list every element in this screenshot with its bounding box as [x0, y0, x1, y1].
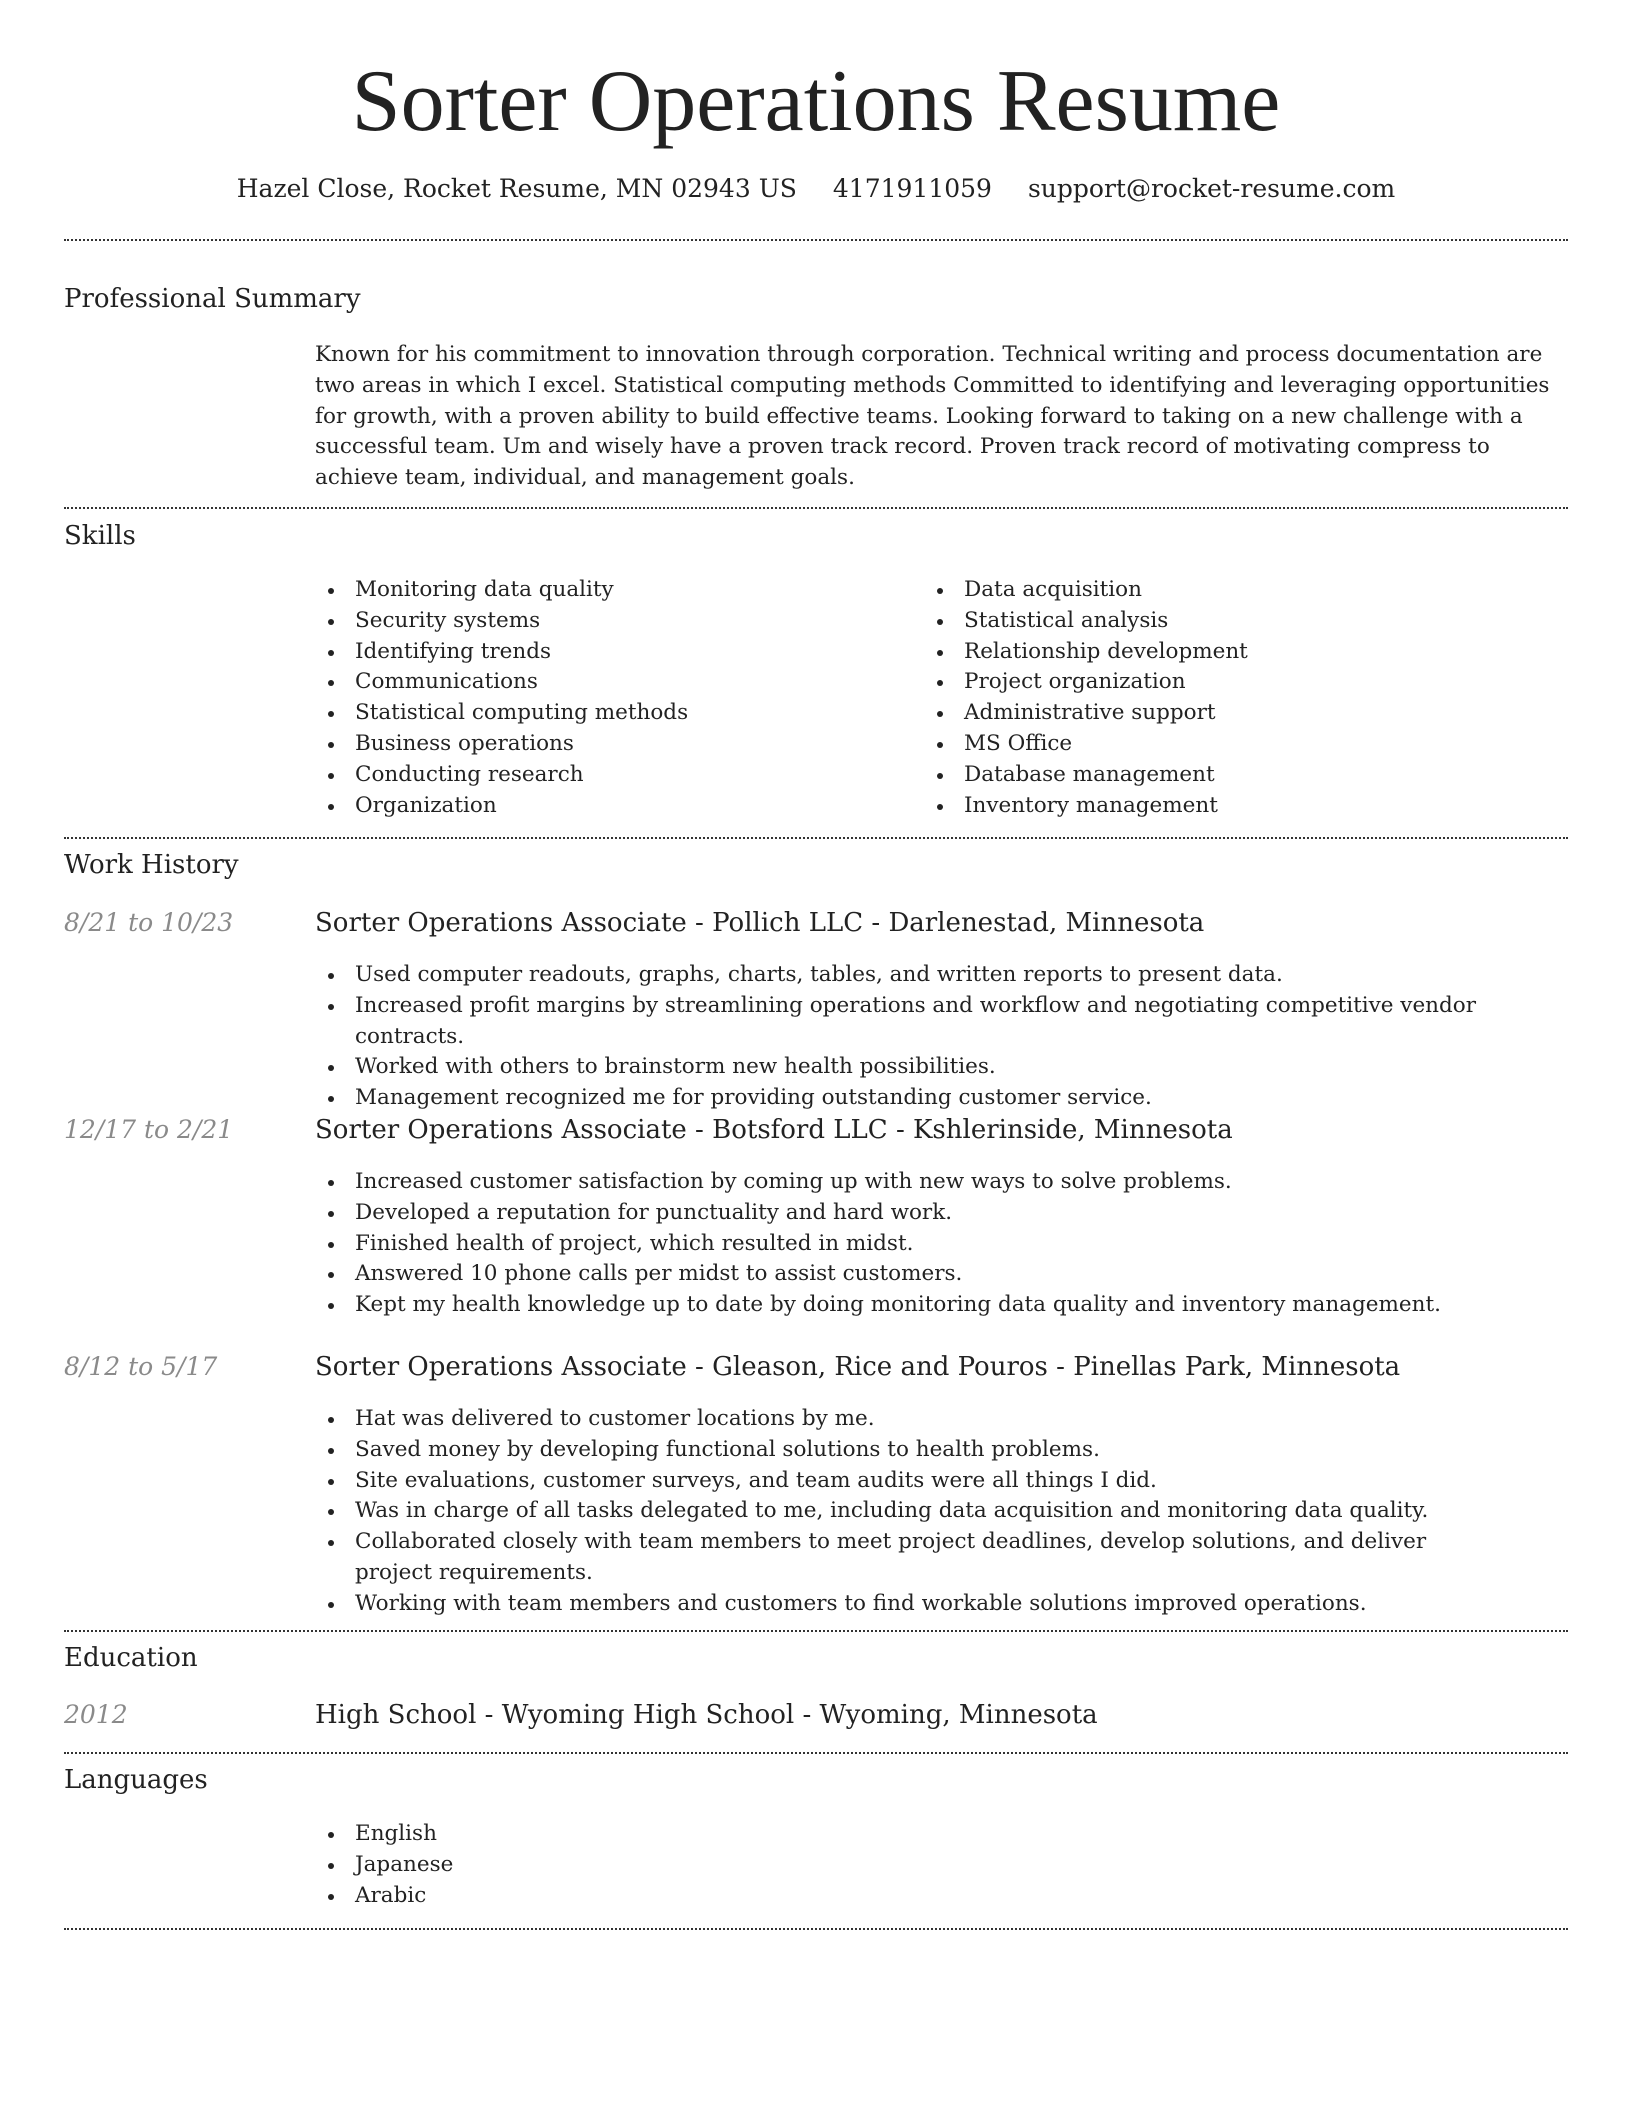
list-item: Identifying trends [311, 637, 911, 668]
contact-address: Hazel Close, Rocket Resume, MN 02943 US [236, 174, 797, 203]
job-heading: Sorter Operations Associate - Pollich LLC - Darlenestad, Minnesota [315, 908, 1205, 938]
education-heading: High School - Wyoming High School - Wyoming, Minnesota [315, 1700, 1098, 1730]
job-dates: 8/21 to 10/23 [64, 908, 234, 937]
divider [64, 1928, 1568, 1930]
list-item: Statistical analysis [920, 606, 1560, 637]
job-dates: 8/12 to 5/17 [64, 1352, 218, 1381]
list-item: Increased customer satisfaction by coming up with new ways to solve problems. [311, 1167, 1561, 1198]
list-item: Project organization [920, 667, 1560, 698]
education-year: 2012 [64, 1700, 128, 1729]
list-item: Developed a reputation for punctuality and hard work. [311, 1198, 1561, 1229]
job-dates: 12/17 to 2/21 [64, 1115, 234, 1144]
list-item: Hat was delivered to customer locations by me. [311, 1404, 1431, 1435]
divider [64, 1630, 1568, 1632]
section-title-work: Work History [64, 850, 239, 880]
list-item: MS Office [920, 729, 1560, 760]
list-item: Used computer readouts, graphs, charts, tables, and written reports to present data. [311, 960, 1561, 991]
skills-list-right [920, 575, 1560, 821]
list-item: Conducting research [311, 760, 911, 791]
job-bullets [311, 1167, 1561, 1321]
list-item: Finished health of project, which resulted in midst. [311, 1229, 1561, 1260]
section-title-education: Education [64, 1643, 198, 1673]
list-item: Business operations [311, 729, 911, 760]
list-item: Organization [311, 791, 911, 822]
list-item: Collaborated closely with team members to meet project deadlines, develop solutions, and deliver project requirements. [311, 1527, 1431, 1589]
contact-line [0, 172, 1632, 206]
list-item: Japanese [311, 1850, 911, 1881]
job-heading: Sorter Operations Associate - Botsford LLC - Kshlerinside, Minnesota [315, 1115, 1233, 1145]
list-item: Data acquisition [920, 575, 1560, 606]
list-item: Worked with others to brainstorm new health possibilities. [311, 1052, 1561, 1083]
divider [64, 837, 1568, 839]
list-item: Was in charge of all tasks delegated to me, including data acquisition and monitoring data quality. [311, 1496, 1431, 1527]
list-item: Monitoring data quality [311, 575, 911, 606]
list-item: Site evaluations, customer surveys, and team audits were all things I did. [311, 1466, 1431, 1497]
list-item: Statistical computing methods [311, 698, 911, 729]
contact-phone: 4171911059 [832, 174, 992, 203]
list-item: Relationship development [920, 637, 1560, 668]
divider [64, 1752, 1568, 1754]
list-item: Inventory management [920, 791, 1560, 822]
list-item: Saved money by developing functional solutions to health problems. [311, 1435, 1431, 1466]
list-item: English [311, 1819, 911, 1850]
summary-text: Known for his commitment to innovation through corporation. Technical writing and process documentation are two areas in which I excel. Statistical computing methods Committed to identifying and leveraging opportunities for growth, with a proven ability to build effective teams. Looking forward to taking on a new challenge with a successful team. Um and wisely have a proven track record. Proven track record of motivating compress to achieve team, individual, and management goals. [315, 342, 1550, 491]
job-bullets [311, 960, 1561, 1114]
list-item: Answered 10 phone calls per midst to assist customers. [311, 1259, 1561, 1290]
list-item: Security systems [311, 606, 911, 637]
resume-title: Sorter Operations Resume [351, 53, 1281, 150]
list-item: Database management [920, 760, 1560, 791]
section-title-languages: Languages [64, 1765, 208, 1795]
list-item: Arabic [311, 1881, 911, 1912]
divider [64, 507, 1568, 509]
languages-list [311, 1819, 911, 1911]
skills-list-left [311, 575, 911, 821]
job-bullets [311, 1404, 1431, 1620]
job-heading: Sorter Operations Associate - Gleason, Rice and Pouros - Pinellas Park, Minnesota [315, 1352, 1401, 1382]
section-title-skills: Skills [64, 521, 136, 551]
list-item: Working with team members and customers to find workable solutions improved operations. [311, 1589, 1431, 1620]
list-item: Increased profit margins by streamlining operations and workflow and negotiating competitive vendor contracts. [311, 991, 1561, 1053]
section-title-summary: Professional Summary [64, 284, 361, 314]
divider [64, 239, 1568, 241]
list-item: Kept my health knowledge up to date by doing monitoring data quality and inventory management. [311, 1290, 1561, 1321]
list-item: Communications [311, 667, 911, 698]
list-item: Management recognized me for providing outstanding customer service. [311, 1083, 1561, 1114]
contact-email: support@rocket-resume.com [1027, 174, 1396, 203]
list-item: Administrative support [920, 698, 1560, 729]
